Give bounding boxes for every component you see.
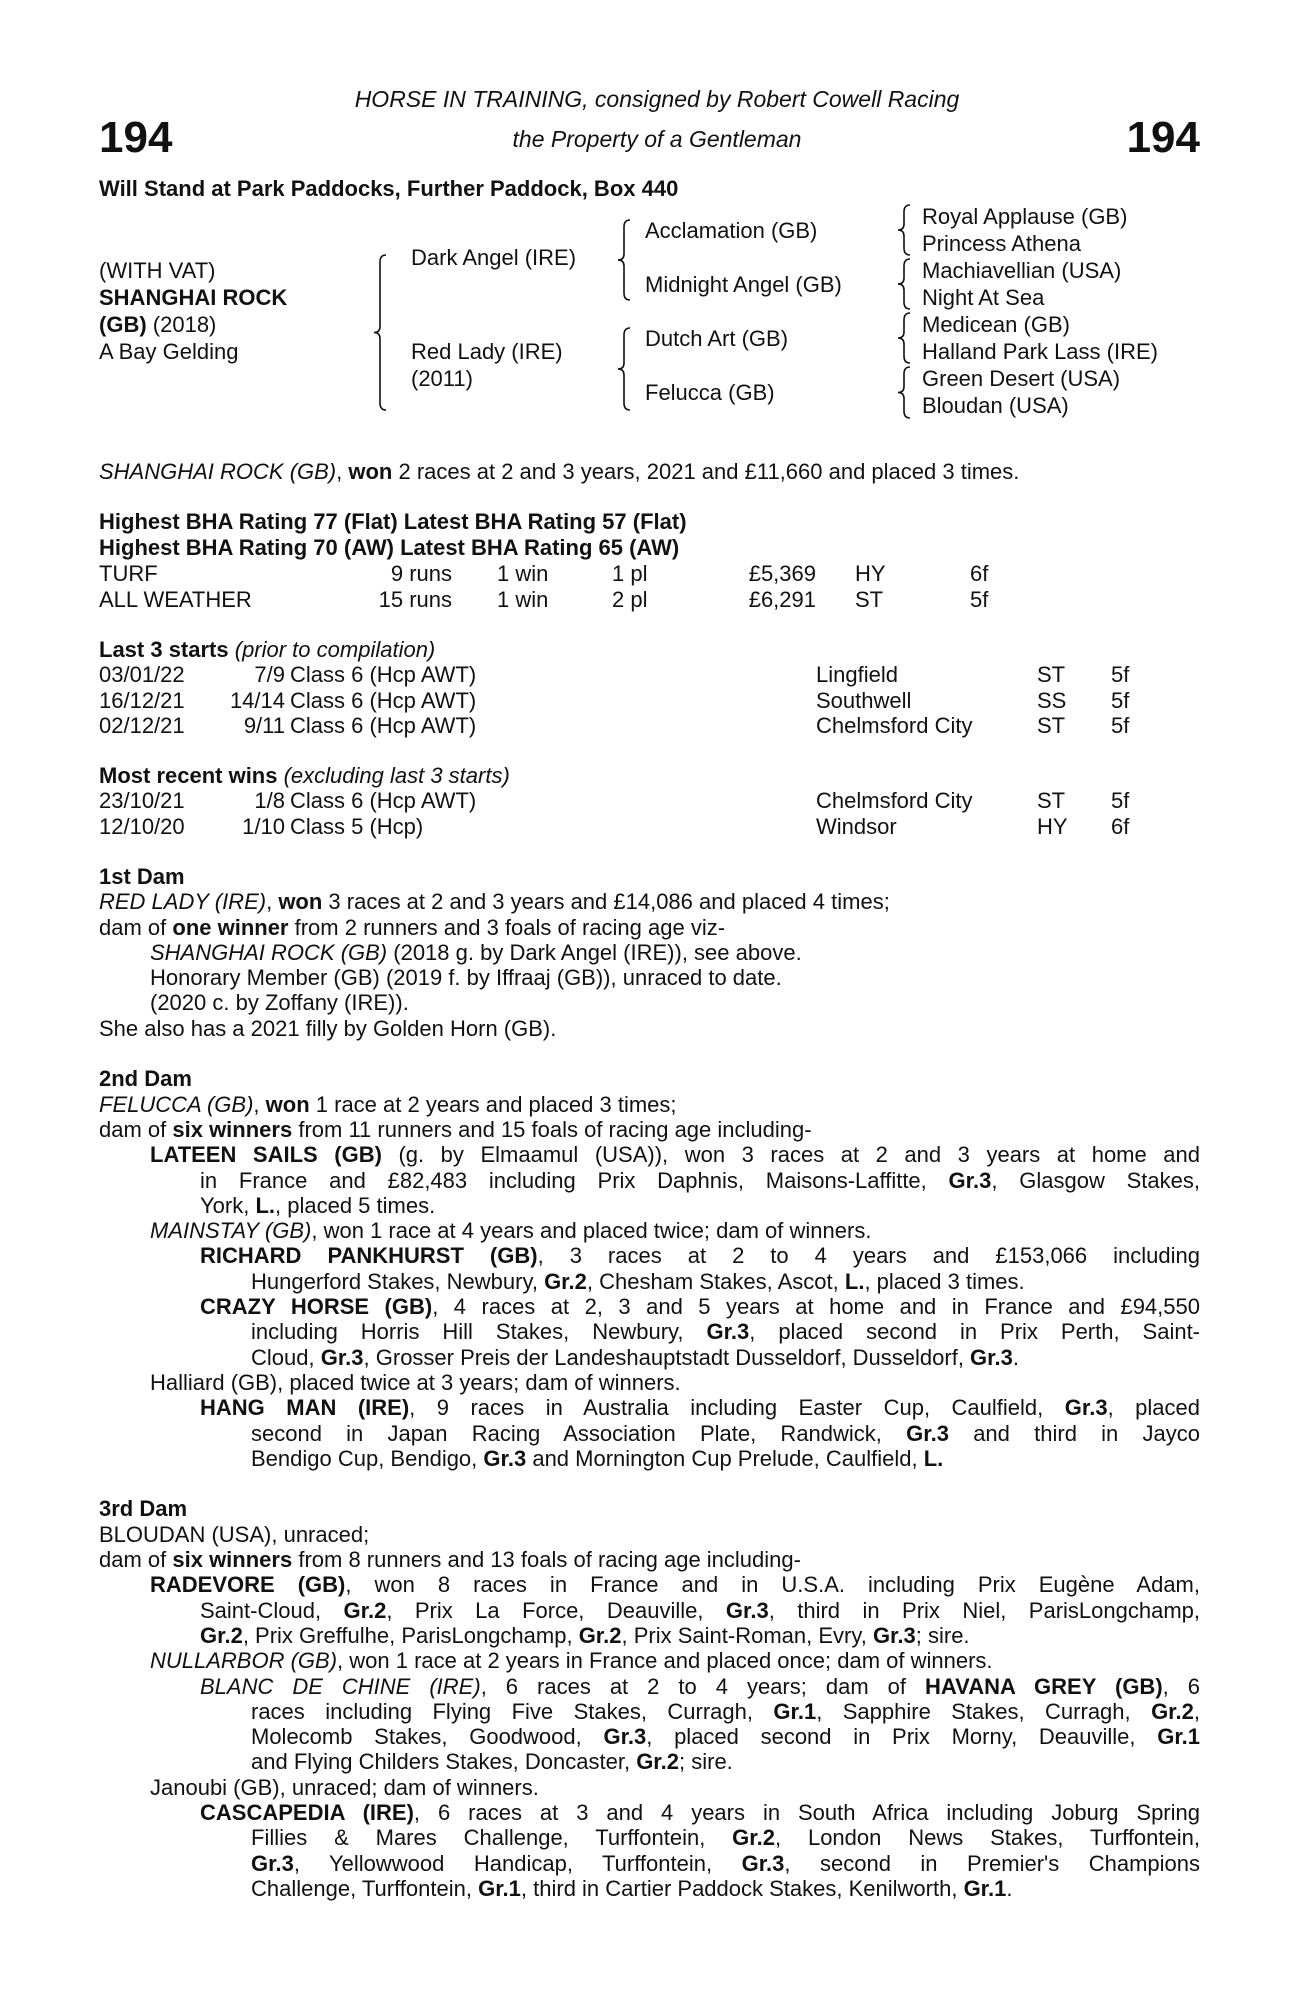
dam-line [99,1370,1200,1395]
bold-text: LATEEN SAILS (GB) [150,1142,382,1168]
brace [618,328,630,410]
bold-text: six winners [172,1547,293,1573]
dam-line [99,1851,1200,1876]
dam-line [99,889,1200,914]
dam-line [99,1395,1200,1420]
race-summary [99,459,1019,485]
last-starts-title: Last 3 starts [99,637,229,662]
bold-text: Gr.2 [200,1622,243,1648]
italic-text: NULLARBOR (GB) [150,1648,338,1674]
dam-line [99,1243,1200,1268]
race-row [99,688,1209,714]
bold-text: CRAZY HORSE (GB) [200,1294,433,1320]
bold-text: Gr.3 [725,1597,769,1623]
pedigree-great-grandparent: Machiavellian (USA) [922,258,1122,283]
pedigree-great-grandparent: Green Desert (USA) [922,366,1121,391]
dam-line [99,1522,1200,1547]
text: and Mornington Cup Prelude, Caulfield, [526,1445,924,1471]
race-course: Windsor [816,813,897,839]
record-wins: 1 win [497,587,549,612]
summary-separator: , [336,459,349,484]
race-position: 1/8 [254,788,285,813]
vat-note: (WITH VAT) [99,258,216,283]
text: including Horris Hill Stakes, Newbury, [251,1319,707,1345]
text: (2018 g. by Dark Angel (IRE)), see above. [387,939,802,965]
dam-heading: 3rd Dam [99,1496,188,1522]
text: Saint-Cloud, [200,1597,344,1623]
bold-text: won [278,889,323,915]
brace [898,313,910,363]
bold-text: Gr.1 [478,1875,521,1901]
dam-line [99,1674,1200,1699]
bold-text: Gr.1 [773,1698,817,1724]
dam-line [99,1168,1200,1193]
bold-text: Gr.3 [483,1445,527,1471]
dam-line [99,1345,1200,1370]
race-course: Southwell [816,687,912,713]
text: . [1006,1875,1013,1901]
text: , [1193,1698,1200,1724]
text: , London News Stakes, Turffontein, [774,1825,1200,1851]
dam-line [99,940,1200,965]
pedigree-grandparent: Dutch Art (GB) [645,326,789,351]
horse-origin [99,312,216,338]
text: , [253,1091,266,1117]
bold-text: Gr.2 [578,1622,622,1648]
text: 3 races at 2 and 3 years and £14,086 and placed 4 times; [322,889,890,915]
text: Janoubi (GB), unraced; dam of winners. [150,1774,539,1800]
bold-text: Gr.2 [1151,1698,1194,1724]
bold-text: Gr.2 [343,1597,387,1623]
brace [898,205,910,255]
text: Honorary Member (GB) (2019 f. by Iffraaj (GB)), unraced to date. [150,965,782,991]
text: , 6 races at 2 to 4 years; dam of [480,1673,926,1699]
text: in France and £82,483 including Prix Daphnis, Maisons-Laffitte, [200,1167,949,1193]
blank-line [99,1471,1200,1496]
text: , Prix La Force, Deauville, [386,1597,726,1623]
text: ; sire. [679,1749,733,1775]
text: races including Flying Five Stakes, Curragh, [251,1698,774,1724]
race-race: Class 5 (Hcp) [290,813,424,839]
record-surface: ALL WEATHER [99,587,252,612]
text: , Grosser Preis der Landeshauptstadt Dusseldorf, Dusseldorf, [363,1344,971,1370]
record-runs: 15 runs [378,587,452,612]
record-distance: 5f [970,587,989,612]
dam-sections [99,864,1200,1901]
summary-won: won [348,459,393,484]
catalogue-subtitle: the Property of a Gentleman [512,126,802,152]
race-distance: 5f [1111,687,1130,713]
record-row [99,587,1209,613]
pedigree-great-grandparent: Bloudan (USA) [922,393,1069,418]
text: from 11 runners and 15 foals of racing age including- [292,1116,812,1142]
dam-line [99,1547,1200,1572]
race-position: 7/9 [254,662,285,687]
pedigree-dam-year: (2011) [411,366,473,391]
text: dam of [99,1116,173,1142]
race-going: ST [1037,713,1066,738]
catalogue-title: HORSE IN TRAINING, consigned by Robert Cowell Racing [354,86,960,112]
summary-text: 2 races at 2 and 3 years, 2021 and £11,660 and placed 3 times. [392,459,1020,484]
text: , 6 races at 3 and 4 years in South Africa including Joburg Spring [413,1799,1200,1825]
pedigree-great-grandparent: Princess Athena [922,231,1081,256]
bold-text: six winners [172,1116,293,1142]
bold-text: Gr.2 [732,1825,775,1851]
horse-country: (GB) [99,312,147,337]
text: , third in Prix Niel, ParisLongchamp, [768,1597,1200,1623]
text: , placed second in Prix Morny, Deauville, [646,1724,1158,1750]
rating-line-aw: Highest BHA Rating 70 (AW) Latest BHA Rating 65 (AW) [99,535,680,560]
race-going: HY [1037,813,1068,839]
dam-line [99,990,1200,1015]
text: , third in Cartier Paddock Stakes, Kenilworth, [520,1875,964,1901]
bold-text: Gr.3 [1064,1395,1108,1421]
pedigree-great-grandparent: Night At Sea [922,285,1045,310]
pedigree-grandparent: Felucca (GB) [645,380,775,405]
bold-text: Gr.3 [320,1344,364,1370]
lot-number-left: 194 [99,113,173,162]
record-prize: £6,291 [748,587,816,612]
text: Fillies & Mares Challenge, Turffontein, [251,1825,733,1851]
lot-number-right: 194 [1126,113,1200,162]
bold-text: Gr.3 [603,1724,647,1750]
dam-line [99,1016,1200,1041]
bold-text: Gr.2 [544,1268,587,1294]
text: Cloud, [251,1344,321,1370]
horse-name: SHANGHAI ROCK [99,285,288,310]
recent-wins-heading [99,763,510,789]
text: , second in Premier's Champions [784,1850,1200,1876]
bold-text: Gr.3 [906,1420,949,1446]
text: , Yellowwood Handicap, Turffontein, [293,1850,742,1876]
text: Bendigo Cup, Bendigo, [251,1445,484,1471]
summary-horse-name: SHANGHAI ROCK (GB) [99,459,337,484]
record-going: ST [855,587,884,612]
pedigree-great-grandparent: Royal Applause (GB) [922,204,1128,229]
race-row [99,788,1209,814]
dam-line [99,1294,1200,1319]
recent-wins-title: Most recent wins [99,763,278,788]
italic-text: BLANC DE CHINE (IRE) [200,1673,481,1699]
text: from 2 runners and 3 foals of racing age viz- [288,914,726,940]
record-placed: 2 pl [612,587,648,612]
record-placed: 1 pl [612,561,648,586]
race-row [99,814,1209,840]
bold-text: Gr.3 [706,1319,750,1345]
pedigree-grandparent: Acclamation (GB) [645,218,818,243]
race-distance: 5f [1111,713,1130,738]
dam-line [99,1699,1200,1724]
text: dam of [99,914,173,940]
record-prize: £5,369 [748,561,816,586]
race-course: Chelmsford City [816,713,973,738]
bold-text: Gr.2 [636,1749,679,1775]
text: Molecomb Stakes, Goodwood, [251,1724,604,1750]
text: second in Japan Racing Association Plate, Randwick, [251,1420,907,1446]
bold-text: Gr.3 [948,1167,992,1193]
pedigree-dam: Red Lady (IRE) [411,339,563,364]
dam-line [99,1572,1200,1597]
record-distance: 6f [970,561,989,586]
horse-description: A Bay Gelding [99,339,239,364]
text: Challenge, Turffontein, [251,1875,479,1901]
text: ; sire. [915,1622,970,1648]
italic-text: MAINSTAY (GB) [150,1218,312,1244]
race-distance: 5f [1111,788,1130,813]
brace [898,367,910,418]
bold-text: RADEVORE (GB) [150,1572,346,1598]
dam-line [99,1598,1200,1623]
bold-text: Gr.1 [1157,1724,1201,1750]
text: BLOUDAN (USA), unraced; [99,1521,370,1547]
text: , won 8 races in France and in U.S.A. including Prix Eugène Adam, [345,1572,1200,1598]
bold-text: L. [844,1268,865,1294]
blank-line [99,1041,1200,1066]
race-date: 12/10/20 [99,813,185,839]
pedigree-grandparent: Midnight Angel (GB) [645,272,842,297]
horse-year: (2018) [152,312,217,337]
brace [374,255,386,410]
text: , Prix Greffulhe, ParisLongchamp, [242,1622,579,1648]
text: and Flying Childers Stakes, Doncaster, [251,1749,637,1775]
race-row [99,662,1209,688]
italic-text: SHANGHAI ROCK (GB) [150,939,388,965]
text: and third in Jayco [948,1420,1200,1446]
record-wins: 1 win [497,561,549,586]
race-course: Lingfield [816,662,898,687]
bold-text: won [265,1091,310,1117]
dam-line [99,1623,1200,1648]
text: , Glasgow Stakes, [991,1167,1200,1193]
last-starts-note: (prior to compilation) [228,637,436,662]
dam-line [99,1724,1200,1749]
text: (g. by Elmaamul (USA)), won 3 races at 2 and 3 years at home and [381,1142,1200,1168]
text: from 8 runners and 13 foals of racing age including- [292,1547,801,1573]
race-distance: 6f [1111,813,1130,839]
text: York, [200,1192,256,1218]
pedigree-great-grandparent: Medicean (GB) [922,312,1070,337]
text: , Prix Saint-Roman, Evry, [621,1622,873,1648]
text: 1 race at 2 years and placed 3 times; [309,1091,677,1117]
italic-text: RED LADY (IRE) [99,889,267,915]
dam-line [99,1825,1200,1850]
dam-line [99,1117,1200,1142]
rating-line-flat: Highest BHA Rating 77 (Flat) Latest BHA Rating 57 (Flat) [99,509,687,534]
text: , won 1 race at 2 years in France and placed once; dam of winners. [337,1648,993,1674]
text: Hungerford Stakes, Newbury, [251,1268,545,1294]
bold-text: Gr.3 [251,1850,294,1876]
text: , placed second in Prix Perth, Saint- [749,1319,1201,1345]
dam-line [99,1446,1200,1471]
race-going: ST [1037,788,1066,813]
dam-line [99,1800,1200,1825]
record-going: HY [855,561,886,586]
brace [898,259,910,309]
dam-line [99,1142,1200,1167]
last-starts-heading [99,637,435,663]
record-runs: 9 runs [390,561,452,586]
text: dam of [99,1547,173,1573]
bold-text: CASCAPEDIA (IRE) [200,1799,414,1825]
dam-line [99,1218,1200,1243]
race-race: Class 6 (Hcp AWT) [290,687,477,713]
text: , Sapphire Stakes, Curragh, [816,1698,1152,1724]
dam-line [99,1319,1200,1344]
race-going: ST [1037,662,1066,687]
race-race: Class 6 (Hcp AWT) [290,713,477,738]
dam-line [99,1421,1200,1446]
text: , placed 3 times. [864,1268,1025,1294]
bold-text: one winner [172,914,289,940]
race-course: Chelmsford City [816,788,973,813]
text: , 6 [1162,1673,1200,1699]
dam-heading: 1st Dam [99,864,185,889]
record-surface: TURF [99,561,158,586]
text: , [266,889,279,915]
bold-text: L. [255,1192,276,1218]
bold-text: L. [923,1445,944,1471]
dam-line [99,965,1200,990]
dam-line [99,1775,1200,1800]
text: , placed 5 times. [275,1192,436,1218]
stable-location: Will Stand at Park Paddocks, Further Paddock, Box 440 [99,176,679,201]
bold-text: RICHARD PANKHURST (GB) [200,1243,538,1269]
race-date: 16/12/21 [99,687,185,713]
text: (2020 c. by Zoffany (IRE)). [150,990,409,1016]
text: , placed [1107,1395,1200,1421]
race-race: Class 6 (Hcp AWT) [290,662,477,687]
brace [618,220,630,300]
race-distance: 5f [1111,662,1130,687]
race-race: Class 6 (Hcp AWT) [290,788,477,813]
dam-line [99,1193,1200,1218]
text: , 9 races in Australia including Easter Cup, Caulfield, [409,1395,1065,1421]
bold-text: HANG MAN (IRE) [200,1395,410,1421]
text: , 4 races at 2, 3 and 5 years at home and in France and £94,550 [432,1294,1200,1320]
bold-text: Gr.3 [741,1850,785,1876]
bold-text: Gr.3 [970,1344,1013,1370]
bold-text: HAVANA GREY (GB) [925,1673,1163,1699]
dam-line [99,1269,1200,1294]
bold-text: Gr.1 [963,1875,1007,1901]
race-date: 23/10/21 [99,788,185,813]
race-row [99,713,1209,739]
text: Halliard (GB), placed twice at 3 years; dam of winners. [150,1369,681,1395]
race-date: 03/01/22 [99,662,185,687]
pedigree-great-grandparent: Halland Park Lass (IRE) [922,339,1158,364]
record-row [99,561,1209,587]
text: , won 1 race at 4 years and placed twice; dam of winners. [311,1218,872,1244]
pedigree-sire: Dark Angel (IRE) [411,245,577,270]
text: She also has a 2021 filly by Golden Horn (GB). [99,1015,557,1041]
race-position: 14/14 [229,687,285,713]
dam-line [99,1092,1200,1117]
race-position: 9/11 [243,713,285,738]
race-position: 1/10 [242,813,285,839]
recent-wins-note: (excluding last 3 starts) [277,763,510,788]
text: , 3 races at 2 to 4 years and £153,066 including [537,1243,1200,1269]
race-going: SS [1037,687,1067,713]
text: . [1012,1344,1019,1370]
italic-text: FELUCCA (GB) [99,1091,254,1117]
bold-text: Gr.3 [872,1622,916,1648]
dam-heading: 2nd Dam [99,1066,192,1092]
dam-line [99,915,1200,940]
dam-line [99,1648,1200,1673]
race-date: 02/12/21 [99,713,185,738]
dam-line [99,1876,1200,1901]
text: , Chesham Stakes, Ascot, [586,1268,845,1294]
dam-line [99,1749,1200,1774]
